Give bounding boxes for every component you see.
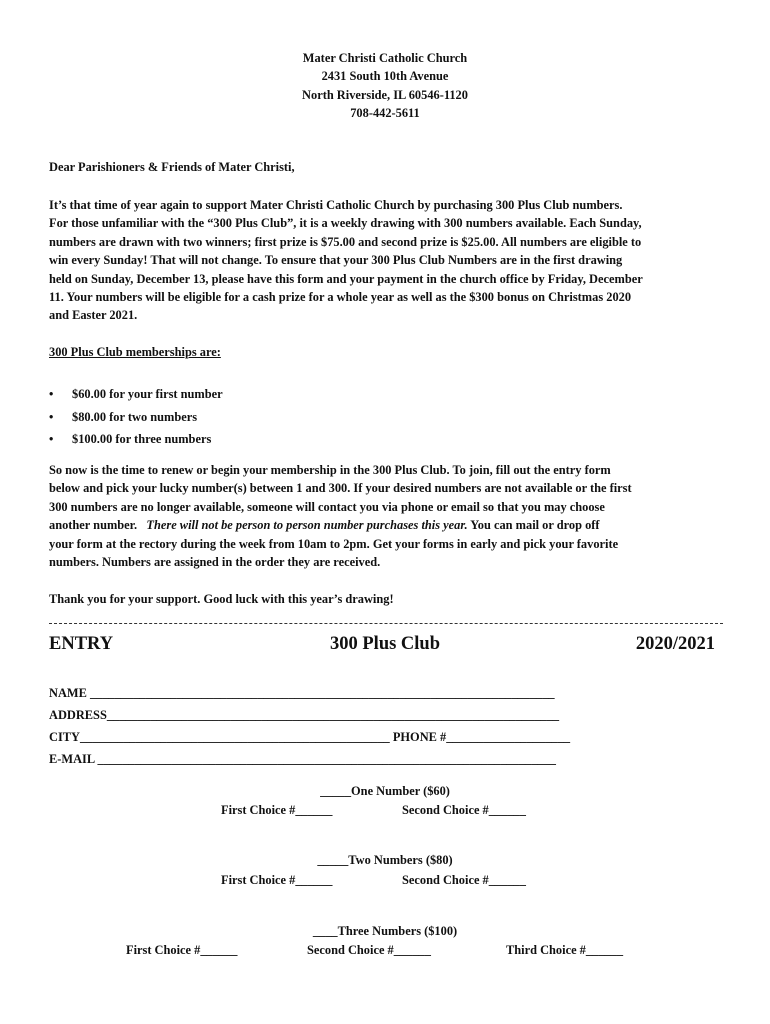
church-street: 2431 South 10th Avenue bbox=[321, 69, 449, 84]
price-list bbox=[49, 383, 223, 451]
church-city-state: North Riverside, IL 60546-1120 bbox=[302, 87, 468, 102]
renew-line: So now is the time to renew or begin your membership in the 300 Plus Club. To join, fill out the entry form bbox=[49, 463, 611, 477]
church-phone: 708-442-5611 bbox=[350, 106, 420, 121]
two-second-choice-field[interactable]: Second Choice #______ bbox=[402, 873, 526, 887]
entry-club-title: 300 Plus Club bbox=[330, 634, 441, 654]
no-in-person-notice: There will not be person to person number purchases this year. bbox=[146, 518, 468, 533]
city-phone-field[interactable]: CITY__________________________________________________ PHONE #____________________ bbox=[49, 730, 571, 744]
intro-line: For those unfamiliar with the “300 Plus Club”, it is a weekly drawing with 300 numbers available. Each Sunday, bbox=[49, 216, 642, 231]
renew-line-end: You can mail or drop off bbox=[467, 518, 600, 533]
price-item: • $60.00 for your first number bbox=[49, 383, 223, 406]
renew-paragraph bbox=[49, 461, 723, 571]
email-field[interactable]: E-MAIL __________________________________________________________________________ bbox=[49, 752, 556, 766]
intro-line: numbers are drawn with two winners; first prize is $75.00 and second prize is $25.00. All numbers are eligible to bbox=[49, 234, 642, 249]
renew-line: below and pick your lucky number(s) between 1 and 300. If your desired numbers are not available or the first bbox=[49, 481, 632, 496]
one-number-option[interactable]: _____One Number ($60) bbox=[320, 784, 450, 798]
renew-line-start: another number. bbox=[49, 518, 147, 533]
renew-line: 300 numbers are no longer available, someone will contact you via phone or email so that you may choose bbox=[49, 499, 605, 514]
contact-fields bbox=[49, 682, 570, 770]
salutation: Dear Parishioners & Friends of Mater Christi, bbox=[49, 160, 295, 174]
renew-line bbox=[49, 516, 723, 534]
intro-line: It’s that time of year again to support Mater Christi Catholic Church by purchasing 300 Plus Club numbers. bbox=[49, 198, 623, 212]
church-name: Mater Christi Catholic Church bbox=[302, 51, 468, 65]
three-third-choice-field[interactable]: Third Choice #______ bbox=[506, 943, 624, 957]
three-first-choice-field[interactable]: First Choice #______ bbox=[126, 943, 238, 957]
intro-line: held on Sunday, December 13, please have this form and your payment in the church office by Friday, December bbox=[49, 271, 643, 286]
price-item: • $80.00 for two numbers bbox=[49, 406, 223, 429]
two-numbers-option[interactable]: _____Two Numbers ($80) bbox=[317, 853, 453, 867]
thank-you-line: Thank you for your support. Good luck with this year’s drawing! bbox=[49, 592, 394, 606]
entry-year: 2020/2021 bbox=[635, 634, 715, 654]
address-field[interactable]: ADDRESS_________________________________________________________________________ bbox=[49, 708, 560, 722]
letterhead bbox=[0, 49, 770, 123]
memberships-heading: 300 Plus Club memberships are: bbox=[49, 345, 221, 359]
name-field[interactable]: NAME ___________________________________________________________________________ bbox=[49, 686, 555, 700]
two-first-choice-field[interactable]: First Choice #______ bbox=[221, 873, 333, 887]
renew-line: your form at the rectory during the week from 10am to 2pm. Get your forms in early and pick your favorite bbox=[49, 536, 619, 551]
intro-line: and Easter 2021. bbox=[49, 308, 138, 323]
three-second-choice-field[interactable]: Second Choice #______ bbox=[307, 943, 431, 957]
price-item: • $100.00 for three numbers bbox=[49, 428, 223, 451]
one-first-choice-field[interactable]: First Choice #______ bbox=[221, 803, 333, 817]
entry-label: ENTRY bbox=[49, 634, 114, 654]
one-second-choice-field[interactable]: Second Choice #______ bbox=[402, 803, 526, 817]
intro-paragraph bbox=[49, 196, 723, 325]
cut-line-divider bbox=[49, 623, 723, 624]
three-numbers-option[interactable]: ____Three Numbers ($100) bbox=[312, 924, 458, 938]
intro-line: 11. Your numbers will be eligible for a cash prize for a whole year as well as the $300 bonus on Christmas 2020 bbox=[49, 290, 632, 305]
renew-line: numbers. Numbers are assigned in the order they are received. bbox=[49, 555, 381, 570]
intro-line: win every Sunday! That will not change. To ensure that your 300 Plus Club Numbers are in the first drawing bbox=[49, 253, 623, 268]
